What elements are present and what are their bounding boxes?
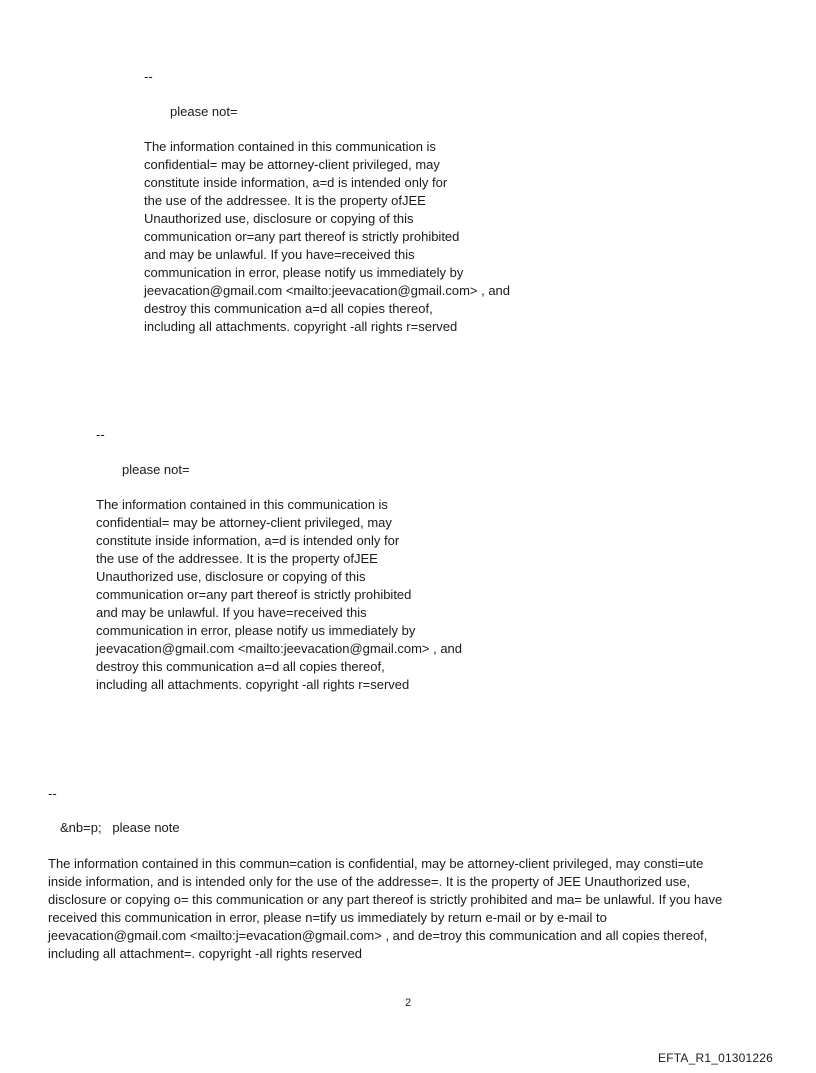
block3-separator: -- <box>48 786 57 801</box>
block3-line: disclosure or copying o= this communication or any part thereof is strictly prohibited and ma= be unlawful. If you have <box>48 892 723 907</box>
block2-line: Unauthorized use, disclosure or copying of this <box>96 569 366 584</box>
block1-line: destroy this communication a=d all copies thereof, <box>144 301 433 316</box>
block3-line: including all attachment=. copyright -all rights reserved <box>48 946 362 961</box>
block3-line: The information contained in this commun=cation is confidential, may be attorney-client privileged, may consti=ute <box>48 856 704 871</box>
block3-line: received this communication in error, please n=tify us immediately by return e-mail or by e-mail to <box>48 910 607 925</box>
block1-line: communication in error, please notify us immediately by <box>144 265 464 280</box>
block1-heading: please not= <box>170 104 238 119</box>
block2-line: communication or=any part thereof is strictly prohibited <box>96 587 412 602</box>
block1-line: the use of the addressee. It is the property ofJEE <box>144 193 426 208</box>
block1-line: including all attachments. copyright -all rights r=served <box>144 319 458 334</box>
block2-line: jeevacation@gmail.com <mailto:jeevacation@gmail.com> , and <box>96 641 463 656</box>
block1-line: confidential= may be attorney-client privileged, may <box>144 157 440 172</box>
block3-line: jeevacation@gmail.com <mailto:j=evacation@gmail.com> , and de=troy this communication and all copies thereof, <box>48 928 708 943</box>
block2-line: destroy this communication a=d all copies thereof, <box>96 659 385 674</box>
block1-line: The information contained in this communication is <box>144 139 436 154</box>
document-id: EFTA_R1_01301226 <box>658 1051 774 1065</box>
block2-line: including all attachments. copyright -all rights r=served <box>96 677 410 692</box>
block1-line: constitute inside information, a=d is intended only for <box>144 175 448 190</box>
block2-line: confidential= may be attorney-client privileged, may <box>96 515 392 530</box>
block2-paragraph <box>96 496 462 694</box>
block1-line: communication or=any part thereof is strictly prohibited <box>144 229 460 244</box>
block2-line: communication in error, please notify us immediately by <box>96 623 416 638</box>
block2-heading: please not= <box>122 462 190 477</box>
block3-line: inside information, and is intended only for the use of the addresse=. It is the property of JEE Unauthorized use, <box>48 874 691 889</box>
block1-paragraph <box>144 138 510 336</box>
block2-line: The information contained in this communication is <box>96 497 388 512</box>
page-number: 2 <box>404 997 412 1009</box>
block1-separator: -- <box>144 69 153 84</box>
block1-line: jeevacation@gmail.com <mailto:jeevacation@gmail.com> , and <box>144 283 511 298</box>
block3-paragraph <box>48 855 722 963</box>
block1-line: and may be unlawful. If you have=received this <box>144 247 415 262</box>
block2-line: the use of the addressee. It is the property ofJEE <box>96 551 378 566</box>
block2-line: and may be unlawful. If you have=received this <box>96 605 367 620</box>
block2-separator: -- <box>96 427 105 442</box>
block1-line: Unauthorized use, disclosure or copying of this <box>144 211 414 226</box>
block3-heading: &nb=p; please note <box>60 820 180 835</box>
block2-line: constitute inside information, a=d is intended only for <box>96 533 400 548</box>
